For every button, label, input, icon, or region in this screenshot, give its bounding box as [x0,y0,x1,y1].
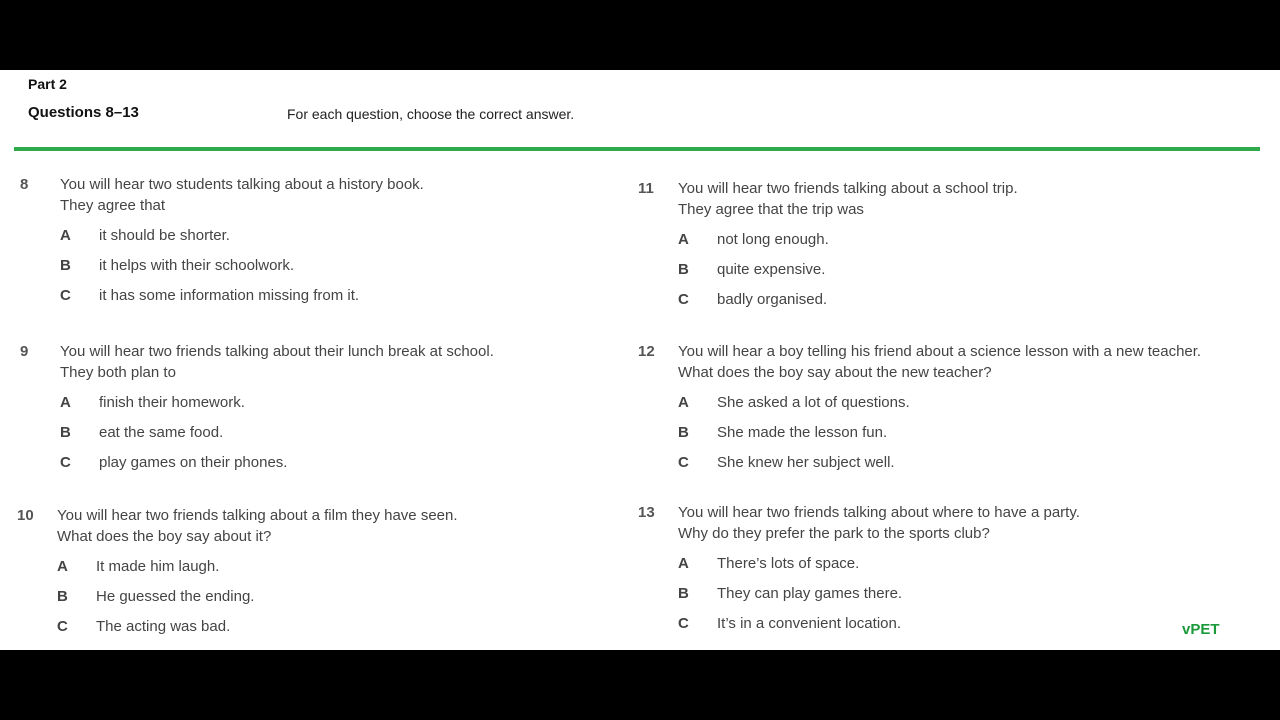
question-prompt [57,505,458,547]
question-line-1: You will hear two friends talking about their lunch break at school. [60,343,494,360]
option-a[interactable] [678,392,910,413]
option-a[interactable] [678,553,859,574]
option-c[interactable] [678,452,895,473]
option-letter: C [60,287,71,304]
option-b[interactable] [60,422,223,443]
option-text: quite expensive. [717,261,826,278]
question-line-2: What does the boy say about the new teacher? [678,364,992,381]
option-letter: C [60,454,71,471]
question-number: 8 [20,176,29,193]
question-prompt [678,341,1201,383]
option-b[interactable] [678,583,902,604]
option-text: play games on their phones. [99,454,288,471]
part-title: Part 2 [28,76,67,92]
letterbox-top [0,0,1280,70]
letterbox-bottom [0,650,1280,720]
question-line-1: You will hear two friends talking about a film they have seen. [57,507,458,524]
option-text: He guessed the ending. [96,588,255,605]
option-a[interactable] [678,229,829,250]
question-line-2: Why do they prefer the park to the sports club? [678,525,990,542]
option-text: It’s in a convenient location. [717,615,902,632]
option-text: eat the same food. [99,424,224,441]
option-letter: A [678,231,689,248]
question-line-2: They agree that the trip was [678,201,864,218]
option-letter: B [678,585,689,602]
instruction-text: For each question, choose the correct answer. [287,106,575,122]
option-b[interactable] [60,255,294,276]
question-prompt [678,502,1080,544]
option-c[interactable] [57,616,230,637]
option-a[interactable] [60,392,245,413]
option-b[interactable] [678,259,825,280]
question-number: 11 [638,180,654,197]
question-line-1: You will hear two friends talking about a school trip. [678,180,1018,197]
brand-watermark: vPET [1182,621,1220,638]
option-text: badly organised. [717,291,828,308]
question-number: 10 [17,507,34,524]
question-prompt [60,174,424,216]
option-c[interactable] [60,285,359,306]
option-letter: A [60,227,71,244]
option-c[interactable] [60,452,287,473]
option-b[interactable] [57,586,254,607]
option-a[interactable] [57,556,219,577]
option-letter: A [60,394,71,411]
question-line-2: They agree that [60,197,166,214]
option-text: The acting was bad. [96,618,231,635]
section-divider [14,147,1260,151]
option-text: There’s lots of space. [717,555,860,572]
option-text: it has some information missing from it. [99,287,360,304]
option-a[interactable] [60,225,230,246]
question-line-1: You will hear a boy telling his friend about a science lesson with a new teacher. [678,343,1202,360]
option-letter: A [57,558,68,575]
option-b[interactable] [678,422,887,443]
option-text: it should be shorter. [99,227,230,244]
question-number: 13 [638,504,655,521]
question-line-2: They both plan to [60,364,176,381]
option-text: She knew her subject well. [717,454,895,471]
option-letter: B [60,424,71,441]
question-number: 12 [638,343,655,360]
question-line-1: You will hear two students talking about a history book. [60,176,424,193]
questions-range: Questions 8–13 [28,104,139,121]
option-letter: B [57,588,68,605]
option-letter: C [57,618,68,635]
option-text: it helps with their schoolwork. [99,257,295,274]
question-line-1: You will hear two friends talking about where to have a party. [678,504,1080,521]
option-text: She asked a lot of questions. [717,394,910,411]
option-text: They can play games there. [717,585,903,602]
option-text: not long enough. [717,231,829,248]
option-letter: B [60,257,71,274]
option-text: She made the lesson fun. [717,424,888,441]
question-prompt [60,341,494,383]
option-text: finish their homework. [99,394,245,411]
option-letter: B [678,261,689,278]
option-c[interactable] [678,289,827,310]
option-letter: C [678,615,689,632]
option-letter: A [678,555,689,572]
question-prompt [678,178,1018,220]
option-letter: A [678,394,689,411]
option-c[interactable] [678,613,901,634]
option-letter: B [678,424,689,441]
option-text: It made him laugh. [96,558,220,575]
option-letter: C [678,291,689,308]
question-number: 9 [20,343,29,360]
question-line-2: What does the boy say about it? [57,528,272,545]
option-letter: C [678,454,689,471]
exam-page [0,70,1280,650]
